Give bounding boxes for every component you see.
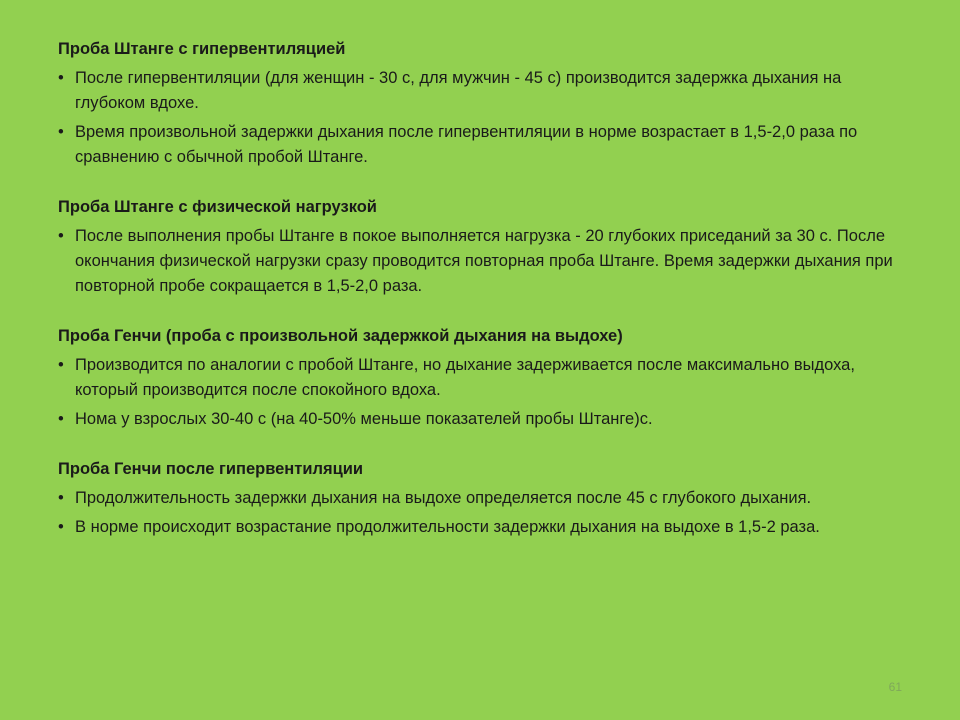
bullet-icon: • [58,518,64,536]
section-title: Проба Штанге с гипервентиляцией [58,40,346,58]
list-item [58,407,908,432]
list-item [58,120,908,170]
section-title: Проба Генчи (проба с произвольной задержкой дыхания на выдохе) [58,327,623,345]
list-item-text: Продолжительность задержки дыхания на выдохе определяется после 45 с глубокого дыхания. [75,489,812,507]
bullet-list [58,66,908,170]
list-item [58,515,908,540]
bullet-icon: • [58,69,64,87]
list-item [58,66,908,116]
list-item-text: Производится по аналогии с пробой Штанге, но дыхание задерживается после максимально выдоха, который производится после спокойного вдоха. [75,356,855,399]
bullet-icon: • [58,123,64,141]
section-stange-hyperventilation [58,38,908,170]
list-item-text: Нома у взрослых 30-40 с (на 40-50% меньше показателей пробы Штанге)с. [75,410,653,428]
page-number: 61 [888,680,902,694]
list-item-text: После выполнения пробы Штанге в покое выполняется нагрузка - 20 глубоких приседаний за 30 с. После окончания физической нагрузки сразу проводится повторная проба Штанге. Время задержки дыхания при повторной пробе сокращается в 1,5-2,0 раза. [75,227,893,295]
bullet-list [58,486,908,540]
section-title: Проба Штанге с физической нагрузкой [58,198,377,216]
section-title: Проба Генчи после гипервентиляции [58,460,364,478]
list-item [58,353,908,403]
list-item-text: Время произвольной задержки дыхания после гипервентиляции в норме возрастает в 1,5-2,0 раза по сравнению с обычной пробой Штанге. [75,123,858,166]
bullet-icon: • [58,489,64,507]
list-item [58,486,908,511]
list-item-text: В норме происходит возрастание продолжительности задержки дыхания на выдохе в 1,5-2 раза. [75,518,820,536]
section-stange-physical-load [58,196,908,299]
section-genchi-hyperventilation [58,458,908,540]
bullet-list [58,224,908,299]
section-genchi [58,325,908,432]
slide-content [58,38,908,566]
bullet-icon: • [58,356,64,374]
bullet-icon: • [58,410,64,428]
bullet-list [58,353,908,432]
bullet-icon: • [58,227,64,245]
list-item [58,224,908,299]
list-item-text: После гипервентиляции (для женщин - 30 с, для мужчин - 45 с) производится задержка дыхания на глубоком вдохе. [75,69,842,112]
